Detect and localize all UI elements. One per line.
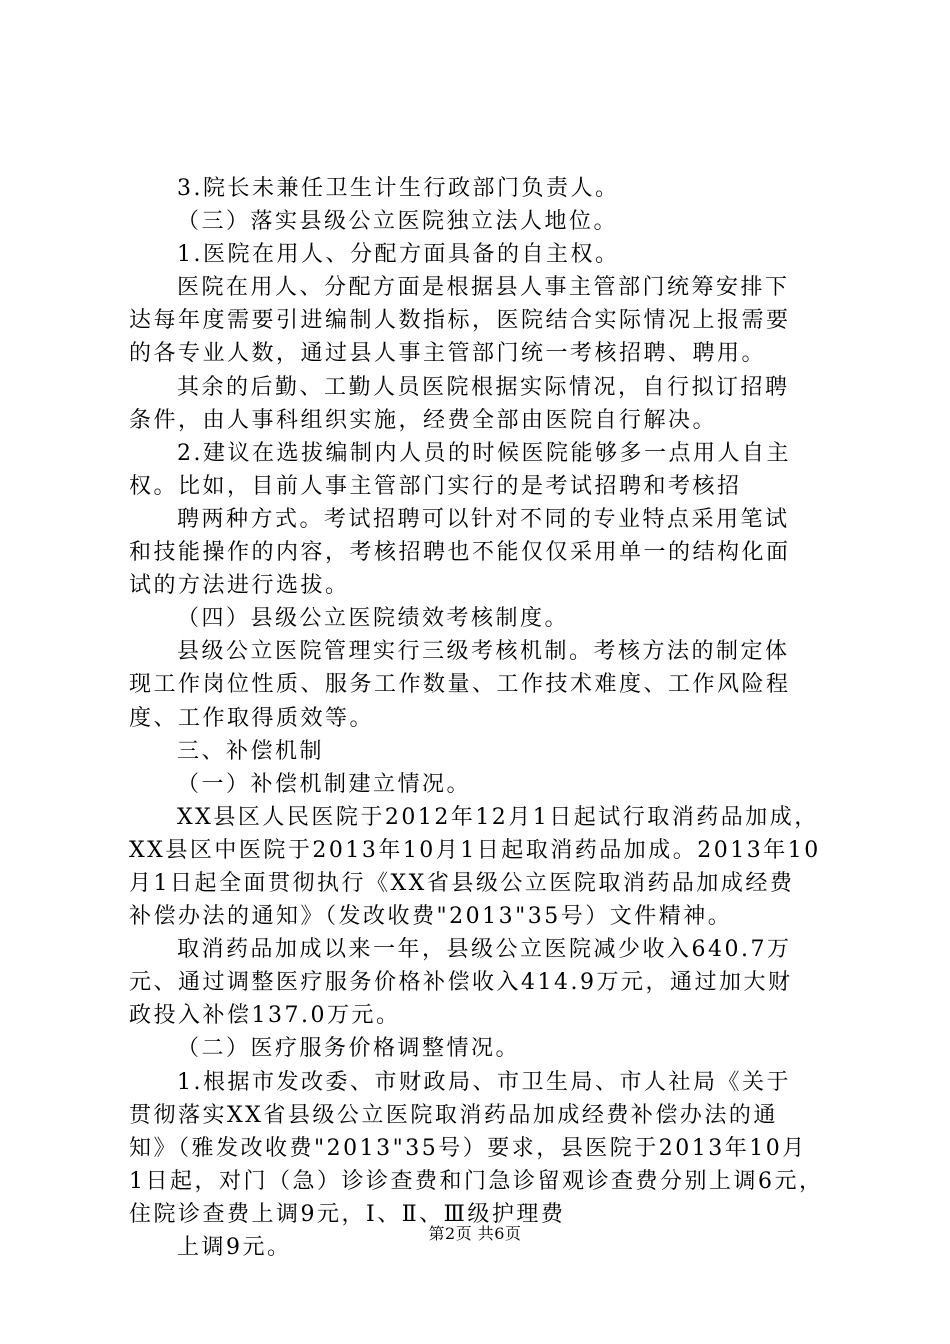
text-line: 试的方法进行选拔。 [129,573,350,599]
text-line: 元、通过调整医疗服务价格补偿收入414.9万元，通过加大财 [129,970,793,996]
text-line: 现工作岗位性质、服务工作数量、工作技术难度、工作风险程 [129,672,791,698]
text-line: 的各专业人数，通过县人事主管部门统一考核招聘、聘用。 [129,341,767,367]
text-line: 医院在用人、分配方面是根据县人事主管部门统筹安排下 [177,275,790,301]
text-line: 取消药品加成以来一年，县级公立医院减少收入640.7万 [177,937,792,963]
text-line: 和技能操作的内容，考核招聘也不能仅仅采用单一的结构化面 [129,540,791,566]
text-line: 条件，由人事科组织实施，经费全部由医院自行解决。 [129,407,718,433]
page-footer: 第2页 共6页 [428,1224,522,1243]
document-body [129,172,834,1264]
text-line: 权。比如，目前人事主管部门实行的是考试招聘和考核招 [129,473,742,499]
text-line: 住院诊查费上调9元，Ⅰ、Ⅱ、Ⅲ级护理费 [129,1201,566,1227]
text-line: 政投入补偿137.0万元。 [129,1003,401,1029]
text-line: 聘两种方式。考试招聘可以针对不同的专业特点采用笔试 [177,506,790,532]
text-line: 1.医院在用人、分配方面具备的自主权。 [177,242,620,268]
text-line: 县级公立医院管理实行三级考核机制。考核方法的制定体 [177,639,790,665]
text-line: （二）医疗服务价格调整情况。 [177,1036,521,1062]
text-line: （一）补偿机制建立情况。 [177,771,472,797]
text-line: 3.院长未兼任卫生计生行政部门负责人。 [177,176,620,201]
text-line: 2.建议在选拔编制内人员的时候医院能够多一点用人自主 [177,440,791,466]
text-line: XX县区中医院于2013年10月1日起取消药品加成。2013年10 [129,837,821,863]
text-line: 知》（雅发改收费"2013"35号）要求，县医院于2013年10月 [129,1135,807,1161]
text-line: XX县区人民医院于2012年12月1日起试行取消药品加成， [177,804,819,830]
text-line: 度、工作取得质效等。 [129,705,375,731]
text-line: （四）县级公立医院绩效考核制度。 [177,606,570,632]
text-line: 月1日起全面贯彻执行《XX省县级公立医院取消药品加成经费 [129,870,795,896]
text-line: （三）落实县级公立医院独立法人地位。 [177,209,619,235]
text-line: 1.根据市发改委、市财政局、市卫生局、市人社局《关于 [177,1069,791,1095]
text-line: 上调9元。 [177,1235,292,1260]
text-line: 补偿办法的通知》（发改收费"2013"35号）文件精神。 [129,904,733,930]
text-line: 达每年度需要引进编制人数指标，医院结合实际情况上报需要 [129,308,791,334]
text-line: 三、补偿机制 [177,738,325,764]
text-line: 1日起，对门（急）诊诊查费和门急诊留观诊查费分别上调6元， [129,1168,824,1194]
text-line: 其余的后勤、工勤人员医院根据实际情况，自行拟订招聘 [177,374,790,400]
text-line: 贯彻落实XX省县级公立医院取消药品加成经费补偿办法的通 [129,1102,778,1128]
